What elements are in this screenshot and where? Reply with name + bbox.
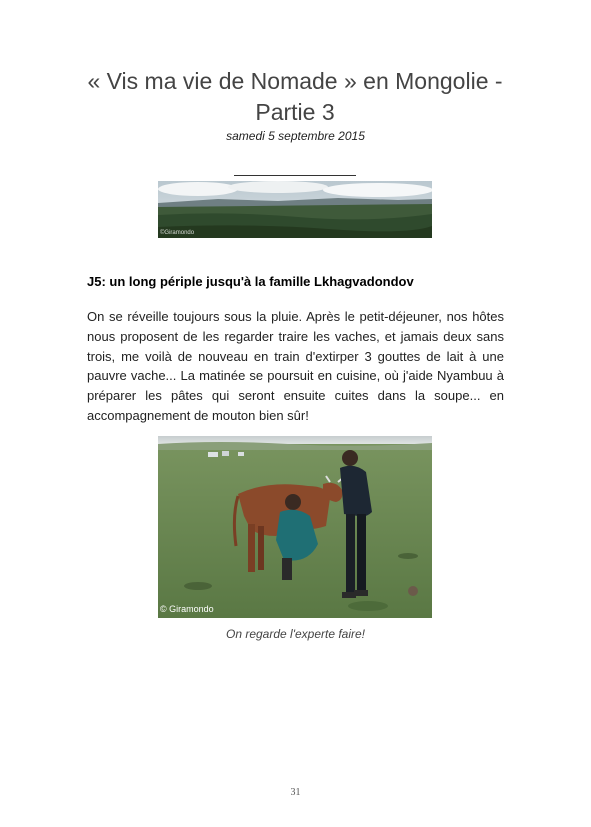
article-title: « Vis ma vie de Nomade » en Mongolie - Partie 3: [87, 68, 503, 125]
photo-caption: On regarde l'experte faire!: [225, 627, 366, 641]
milking-cow-photo: [158, 436, 432, 618]
article-date: samedi 5 septembre 2015: [226, 129, 365, 143]
landscape-banner-image: [158, 181, 432, 238]
section-heading: J5: un long périple jusqu'à la famille Lkhagvadondov: [87, 274, 414, 289]
photo-credit: © Giramondo: [160, 604, 214, 614]
banner-credit: ©Giramondo: [160, 230, 195, 236]
article-paragraph: On se réveille toujours sous la pluie. Après le petit-déjeuner, nos hôtes nous proposent de les regarder traire les vaches, et jamais deux sans trois, me voilà de nouveau en train d'extirper 3 gouttes de lait à une pauvre vache... La matinée se poursuit en cuisine, où j'aide Nyambuu à préparer les pâtes qui seront ensuite cuites dans la soupe... en accompagnement de mouton bien sûr!: [87, 309, 504, 423]
title-divider: [234, 175, 356, 176]
page-number: 31: [290, 787, 301, 798]
